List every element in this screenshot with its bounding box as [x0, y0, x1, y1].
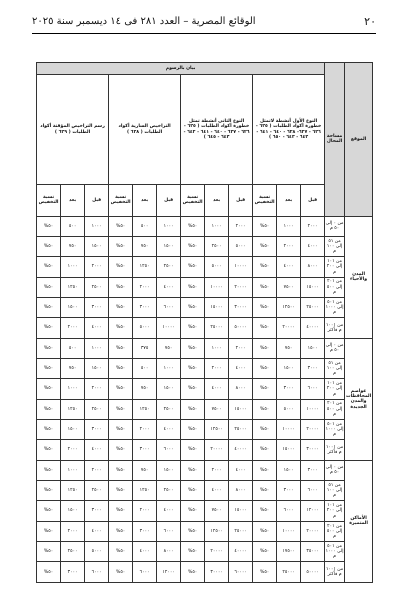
fee-cell: ١٠٠٠٠	[277, 521, 301, 541]
fee-cell: ١٥٠٠	[85, 236, 109, 256]
fee-cell: ٤٠٠٠	[229, 460, 253, 480]
fee-cell: ٢٠٠٠٠	[205, 440, 229, 460]
fee-cell: ٥٠٠٠	[277, 399, 301, 419]
area-range: من ٥١ إلى ١٠٠ م	[325, 359, 345, 379]
fee-cell: ٧٥٠	[61, 236, 85, 256]
area-range: من ٠ إلى ٥٠ م	[325, 460, 345, 480]
fee-cell: ٣٠٠٠	[85, 501, 109, 521]
running-header	[32, 12, 376, 30]
table-row	[37, 379, 373, 399]
fee-cell: ٢٥٠٠٠	[277, 562, 301, 583]
page-number: ٢٠	[364, 14, 376, 28]
fee-cell: ١٥٠٠	[157, 379, 181, 399]
fee-cell: ٧٥٠	[277, 338, 301, 358]
column-subheader: قبل	[157, 185, 181, 217]
fee-cell: ٧٥٠٠	[205, 399, 229, 419]
area-range: من ٠ إلى ٥٠ م	[325, 216, 345, 236]
fee-cell: ٥٠%	[181, 542, 205, 562]
fee-cell: ١٢٥٠	[61, 399, 85, 419]
subheader-row	[37, 185, 373, 217]
fee-cell: ٥٠%	[253, 481, 277, 501]
fee-cell: ١٥٠٠٠	[205, 298, 229, 318]
fee-cell: ٥٠٠٠٠	[301, 562, 325, 583]
fee-cell: ٧٥٠	[133, 236, 157, 256]
area-header: مساحة المحال	[325, 63, 345, 217]
category-header: النوع الأول أنشطة لاتمثل خطورة أكواد الطلبات ( ٦٢٥ - ٦٢٦ - ٦٢٧- ٦٢٨ - ٦٤٠ - ٦٤١ - ٦٤٢ - ٦٤٣ - ٦٥٠ )	[253, 75, 325, 185]
region-name: عواصم المحافظات والمدن الجديدة	[345, 338, 373, 460]
fee-cell: ٥٠%	[37, 562, 61, 583]
fee-cell: ٦٠٠٠	[157, 440, 181, 460]
area-range: من ١٠١ إلى ٢٠٠ م	[325, 257, 345, 277]
table-row	[37, 521, 373, 541]
fee-cell: ٤٠٠٠	[133, 542, 157, 562]
fee-cell: ٥٠%	[181, 257, 205, 277]
fee-cell: ٥٠%	[253, 338, 277, 358]
fee-cell: ٤٠٠٠	[301, 236, 325, 256]
fee-cell: ٥٠%	[37, 257, 61, 277]
area-range: من ١٠١ إلى ٢٠٠ م	[325, 379, 345, 399]
fee-cell: ٣٠٠٠	[85, 298, 109, 318]
fee-cell: ٥٠%	[37, 318, 61, 338]
fee-cell: ٧٥٠	[157, 338, 181, 358]
fee-cell: ٢٠٠٠٠	[301, 420, 325, 440]
fee-cell: ٢٥٠٠	[205, 236, 229, 256]
fee-cell: ٥٠%	[37, 298, 61, 318]
fee-cell: ٤٠٠٠	[205, 379, 229, 399]
fee-cell: ٢٥٠٠	[85, 481, 109, 501]
fee-cell: ٥٠%	[253, 562, 277, 583]
fee-cell: ١٥٠٠	[157, 460, 181, 480]
area-range: من ٥١ إلى ١٠٠ م	[325, 481, 345, 501]
fee-cell: ١٠٠٠٠	[301, 399, 325, 419]
fee-cell: ٥٠%	[109, 277, 133, 297]
fee-cell: ٥٠%	[181, 236, 205, 256]
fee-cell: ٤٠٠٠٠	[301, 318, 325, 338]
fee-cell: ٢٠٠٠٠	[229, 277, 253, 297]
fee-cell: ١٢٥٠	[133, 399, 157, 419]
area-range: من ٥١ إلى ١٠٠ م	[325, 236, 345, 256]
fee-cell: ٦٠٠٠	[133, 562, 157, 583]
fee-cell: ٤٠٠٠٠	[229, 440, 253, 460]
fee-cell: ٥٠%	[109, 318, 133, 338]
column-subheader: قبل	[85, 185, 109, 217]
column-subheader: نسبة التخفيض	[253, 185, 277, 217]
fee-cell: ٤٠٠٠	[229, 359, 253, 379]
fee-cell: ١٢٥٠٠	[277, 298, 301, 318]
fee-cell: ٥٠%	[109, 216, 133, 236]
fee-cell: ٤٠٠٠	[157, 501, 181, 521]
fee-cell: ٤٠٠٠٠	[229, 542, 253, 562]
fee-cell: ٥٠%	[181, 521, 205, 541]
fee-cell: ٣٠٠٠	[277, 379, 301, 399]
fee-cell: ١٠٠٠٠	[205, 277, 229, 297]
fee-cell: ١٢٥٠	[133, 481, 157, 501]
fee-cell: ٧٥٠٠	[277, 277, 301, 297]
column-subheader: بعد	[133, 185, 157, 217]
fee-cell: ٥٠%	[37, 216, 61, 236]
fee-cell: ٢٠٠٠	[61, 318, 85, 338]
fee-cell: ١٠٠٠	[61, 379, 85, 399]
area-range: من ٢٠١ إلى ٥٠٠ م	[325, 277, 345, 297]
table-row	[37, 318, 373, 338]
area-range: من ١٠١ إلى ٢٠٠ م	[325, 501, 345, 521]
fee-cell: ٣٠٠٠٠	[229, 298, 253, 318]
fee-cell: ٥٠%	[253, 399, 277, 419]
fee-cell: ٣٠٠٠٠	[301, 440, 325, 460]
fee-cell: ٥٠%	[109, 379, 133, 399]
table-row	[37, 420, 373, 440]
fee-cell: ١٥٠٠	[277, 359, 301, 379]
area-range: من ١٠٠١ م فأكثر	[325, 562, 345, 583]
column-subheader: قبل	[301, 185, 325, 217]
fee-cell: ٥٠%	[181, 298, 205, 318]
fee-cell: ٢٥٠٠٠	[205, 318, 229, 338]
fee-cell: ٣٠٠٠٠	[205, 562, 229, 583]
fee-cell: ٣٠٠٠	[133, 521, 157, 541]
fee-cell: ٥٠%	[109, 562, 133, 583]
fee-cell: ١٢٥٠٠	[205, 521, 229, 541]
table-row	[37, 236, 373, 256]
area-range: من ٥٠١ إلى ١٠٠٠ م	[325, 420, 345, 440]
fee-cell: ٥٠%	[109, 501, 133, 521]
fee-cell: ٥٠%	[37, 501, 61, 521]
fee-cell: ١٥٠٠٠	[277, 440, 301, 460]
region-name: الأماكن المتميزة	[345, 460, 373, 582]
header-rule	[32, 33, 376, 34]
fee-cell: ٥٠٠٠	[85, 542, 109, 562]
fee-cell: ٦٠٠٠	[301, 481, 325, 501]
fees-caption: بيان بالرسوم	[37, 63, 325, 75]
fee-cell: ١٢٥٠	[61, 481, 85, 501]
fee-cell: ١٥٠٠	[61, 298, 85, 318]
table-row	[37, 399, 373, 419]
fee-cell: ٥٠٠	[133, 216, 157, 236]
fee-cell: ٥٠%	[37, 338, 61, 358]
table-row	[37, 216, 373, 236]
fee-cell: ٤٠٠٠	[277, 257, 301, 277]
fee-cell: ٣٠٠٠	[277, 481, 301, 501]
fee-cell: ٥٠%	[253, 216, 277, 236]
fee-cell: ١٥٠٠٠	[301, 277, 325, 297]
fee-cell: ٧٥٠	[133, 460, 157, 480]
fee-cell: ٥٠%	[253, 542, 277, 562]
fee-cell: ٥٠%	[253, 460, 277, 480]
fee-cell: ٦٠٠٠	[157, 298, 181, 318]
fee-cell: ٥٠%	[37, 521, 61, 541]
fee-cell: ٢٥٠٠	[157, 481, 181, 501]
fee-cell: ٥٠%	[181, 440, 205, 460]
fee-cell: ٣٠٠٠	[301, 359, 325, 379]
fee-cell: ٥٠%	[37, 420, 61, 440]
fee-cell: ١٠٠٠٠	[229, 257, 253, 277]
fee-cell: ١٠٠٠	[205, 216, 229, 236]
fee-cell: ١٢٠٠٠	[301, 501, 325, 521]
fee-cell: ٤٠٠٠	[85, 440, 109, 460]
fee-cell: ٥٠%	[37, 460, 61, 480]
fee-cell: ١٥٠٠	[157, 236, 181, 256]
fee-cell: ٧٥٠	[61, 359, 85, 379]
fee-cell: ٥٠%	[253, 379, 277, 399]
fee-cell: ٥٠%	[109, 542, 133, 562]
fee-cell: ٤٠٠٠	[157, 277, 181, 297]
fee-cell: ٤٠٠٠	[205, 481, 229, 501]
fee-cell: ٣٠٠٠	[301, 460, 325, 480]
fee-cell: ٤٠٠٠	[157, 420, 181, 440]
fee-cell: ٥٠%	[109, 359, 133, 379]
fee-cell: ٥٠%	[37, 379, 61, 399]
fee-cell: ١٠٠٠٠	[277, 420, 301, 440]
fee-cell: ١٠٠٠٠	[157, 318, 181, 338]
area-range: من ٥٠١ إلى ١٠٠٠ م	[325, 542, 345, 562]
fee-cell: ٥٠%	[109, 521, 133, 541]
fee-cell: ٥٠%	[181, 338, 205, 358]
fee-cell: ٧٥٠٠	[205, 501, 229, 521]
fee-cell: ٢٠٠٠٠	[205, 542, 229, 562]
fee-cell: ١٠٠٠	[277, 216, 301, 236]
fee-cell: ٥٠%	[109, 481, 133, 501]
table-row	[37, 338, 373, 358]
fee-cell: ٥٠%	[181, 277, 205, 297]
fee-cell: ٢٠٠٠	[205, 359, 229, 379]
fee-cell: ١٢٥٠	[133, 257, 157, 277]
fee-cell: ١٧٥٠٠	[277, 542, 301, 562]
category-header: التراخيص السارية أكواد الطلبات ( ٦٢٨ )	[109, 75, 181, 185]
fee-cell: ٦٠٠٠	[301, 379, 325, 399]
table-row	[37, 460, 373, 480]
fee-cell: ١٠٠٠	[61, 460, 85, 480]
fee-cell: ٢٠٠٠	[301, 216, 325, 236]
fee-cell: ١٠٠٠	[157, 216, 181, 236]
fee-cell: ٢٠٠٠	[85, 257, 109, 277]
fee-cell: ٥٠%	[181, 481, 205, 501]
fee-cell: ٥٠%	[37, 542, 61, 562]
fee-cell: ٥٠%	[109, 298, 133, 318]
table-row	[37, 562, 373, 583]
fee-cell: ٥٠%	[109, 460, 133, 480]
category-header: النوع الثانى أنشطة تمثل خطورة أكواد الطلبات ( ٦٢٥ - ٦٢٦ - ٦٢٧ - ٦٤٠ - ٦٤١ - ٦٤٢ - ٦٤٣ - ٦٤٥ )	[181, 75, 253, 185]
table-row	[37, 277, 373, 297]
fee-cell: ٢٠٠٠	[61, 521, 85, 541]
fee-cell: ٥٠%	[109, 399, 133, 419]
column-subheader: نسبة التخفيض	[37, 185, 61, 217]
fee-cell: ١٠٠٠	[61, 257, 85, 277]
fee-cell: ٥٠%	[37, 277, 61, 297]
fee-cell: ٥٠%	[253, 420, 277, 440]
column-subheader: بعد	[61, 185, 85, 217]
fee-cell: ٢٥٠٠٠	[301, 298, 325, 318]
column-subheader: نسبة التخفيض	[109, 185, 133, 217]
fee-cell: ١٠٠٠	[85, 216, 109, 236]
table-row	[37, 298, 373, 318]
fee-cell: ٥٠%	[253, 277, 277, 297]
category-row	[37, 75, 373, 185]
fee-cell: ٨٠٠٠	[229, 379, 253, 399]
fee-cell: ٥٠%	[37, 236, 61, 256]
fee-cell: ٨٠٠٠	[301, 257, 325, 277]
fee-cell: ٥٠٠	[61, 216, 85, 236]
fee-cell: ١٥٠٠٠	[229, 399, 253, 419]
table-row	[37, 359, 373, 379]
fee-cell: ٣٠٠٠	[85, 420, 109, 440]
fee-cell: ١٥٠٠	[301, 338, 325, 358]
fee-cell: ٥٠%	[109, 338, 133, 358]
fee-cell: ٢٥٠٠	[61, 542, 85, 562]
fee-cell: ٦٠٠٠	[157, 521, 181, 541]
table-row	[37, 481, 373, 501]
fee-cell: ١٢٥٠	[61, 277, 85, 297]
fee-cell: ٨٠٠٠	[229, 481, 253, 501]
fee-cell: ٥٠%	[109, 257, 133, 277]
area-range: من ٠ إلى ٥٠ م	[325, 338, 345, 358]
fee-cell: ٥٠%	[37, 481, 61, 501]
fee-cell: ٥٠%	[37, 399, 61, 419]
fee-cell: ٥٠%	[181, 379, 205, 399]
region-header: الموقع	[345, 63, 373, 217]
fee-cell: ٢٠٠٠	[229, 216, 253, 236]
fee-cell: ٥٠٠	[61, 338, 85, 358]
table-row	[37, 542, 373, 562]
area-range: من ١٠٠١ م فأكثر	[325, 318, 345, 338]
area-range: من ١٠٠١ م فأكثر	[325, 440, 345, 460]
fee-cell: ٢٠٠٠	[133, 277, 157, 297]
fee-cell: ٥٠%	[37, 359, 61, 379]
fee-cell: ٥٠%	[181, 562, 205, 583]
fee-cell: ٢٠٠٠	[61, 440, 85, 460]
fee-cell: ٦٠٠٠٠	[229, 562, 253, 583]
fee-cell: ٦٠٠٠	[85, 562, 109, 583]
header-row	[37, 63, 373, 75]
fee-cell: ٥٠%	[181, 420, 205, 440]
fee-cell: ٣٠٠٠	[133, 298, 157, 318]
fee-cell: ٢٠٠٠	[205, 460, 229, 480]
fee-cell: ٥٠%	[253, 521, 277, 541]
fee-cell: ٢٥٠٠	[85, 399, 109, 419]
column-subheader: قبل	[229, 185, 253, 217]
fee-cell: ١٠٠٠	[85, 338, 109, 358]
fee-cell: ٥٠%	[253, 440, 277, 460]
fee-cell: ٣٥٠٠٠	[301, 542, 325, 562]
fee-cell: ٣٠٠٠	[133, 440, 157, 460]
fee-cell: ٥٠٠٠	[229, 236, 253, 256]
table-row	[37, 501, 373, 521]
fee-cell: ٥٠%	[253, 359, 277, 379]
fee-cell: ٥٠%	[181, 460, 205, 480]
area-range: من ٥٠١ إلى ١٠٠٠ م	[325, 298, 345, 318]
fee-cell: ١٠٠٠	[157, 359, 181, 379]
fee-cell: ٥٠٠	[133, 359, 157, 379]
fee-cell: ٥٠٠٠	[205, 257, 229, 277]
category-header: رسم التراخيص المؤقتة أكواد الطلبات ( ٦٢٩ )	[37, 75, 109, 185]
fee-cell: ٢٠٠٠	[133, 501, 157, 521]
fee-cell: ٧٥٠	[133, 379, 157, 399]
table-row	[37, 257, 373, 277]
gazette-title: الوقائع المصرية – العدد ٢٨١ فى ١٤ ديسمبر سنة ٢٠٢٥	[32, 15, 256, 27]
fee-cell: ٢٠٠٠	[85, 460, 109, 480]
fee-cell: ٢٠٠٠	[133, 420, 157, 440]
fee-cell: ٥٠%	[37, 440, 61, 460]
area-range: من ٢٠١ إلى ٥٠٠ م	[325, 521, 345, 541]
fee-cell: ٨٠٠٠	[157, 542, 181, 562]
fee-cell: ١٥٠٠	[61, 501, 85, 521]
fee-cell: ٥٠%	[253, 236, 277, 256]
fee-cell: ٥٠%	[181, 318, 205, 338]
fee-cell: ٥٠%	[109, 420, 133, 440]
fee-cell: ١٠٠٠	[205, 338, 229, 358]
fee-cell: ٢٥٠٠	[157, 399, 181, 419]
fee-cell: ٣٠٠٠	[61, 562, 85, 583]
fee-cell: ٥٠٠٠٠	[229, 318, 253, 338]
fee-cell: ١٥٠٠	[85, 359, 109, 379]
region-name: المدن والأحياء	[345, 216, 373, 338]
area-range: من ٢٠١ إلى ٥٠٠ م	[325, 399, 345, 419]
column-subheader: بعد	[205, 185, 229, 217]
fee-cell: ١٢٥٠٠	[205, 420, 229, 440]
fee-cell: ٥٠%	[181, 359, 205, 379]
table-row	[37, 440, 373, 460]
fee-cell: ٥٠%	[253, 298, 277, 318]
fee-cell: ٣٧٥	[133, 338, 157, 358]
fee-cell: ٢٠٠٠٠	[301, 521, 325, 541]
fee-cell: ٢٠٠٠	[277, 236, 301, 256]
fee-cell: ٥٠%	[109, 236, 133, 256]
fee-cell: ٥٠%	[253, 257, 277, 277]
fee-cell: ٢٠٠٠٠	[277, 318, 301, 338]
fees-table	[36, 62, 373, 583]
fee-cell: ٥٠%	[109, 440, 133, 460]
fee-cell: ٥٠%	[181, 399, 205, 419]
fee-cell: ٢٠٠٠	[229, 338, 253, 358]
fee-cell: ٤٠٠٠	[85, 318, 109, 338]
fee-cell: ٥٠%	[253, 501, 277, 521]
fee-cell: ٢٠٠٠	[85, 379, 109, 399]
fee-cell: ١٥٠٠	[277, 460, 301, 480]
fee-cell: ٥٠%	[253, 318, 277, 338]
fee-cell: ٢٥٠٠٠	[229, 420, 253, 440]
fee-cell: ١٥٠٠٠	[229, 501, 253, 521]
fee-cell: ٢٥٠٠٠	[229, 521, 253, 541]
fee-cell: ٥٠٠٠	[133, 318, 157, 338]
fee-cell: ٤٠٠٠	[85, 521, 109, 541]
fee-cell: ٦٠٠٠	[277, 501, 301, 521]
fee-cell: ٥٠%	[181, 216, 205, 236]
fee-cell: ١٢٠٠٠	[157, 562, 181, 583]
column-subheader: نسبة التخفيض	[181, 185, 205, 217]
column-subheader: بعد	[277, 185, 301, 217]
fee-cell: ٢٥٠٠	[157, 257, 181, 277]
fee-cell: ٥٠%	[181, 501, 205, 521]
fee-cell: ٢٥٠٠	[85, 277, 109, 297]
fee-cell: ١٥٠٠	[61, 420, 85, 440]
